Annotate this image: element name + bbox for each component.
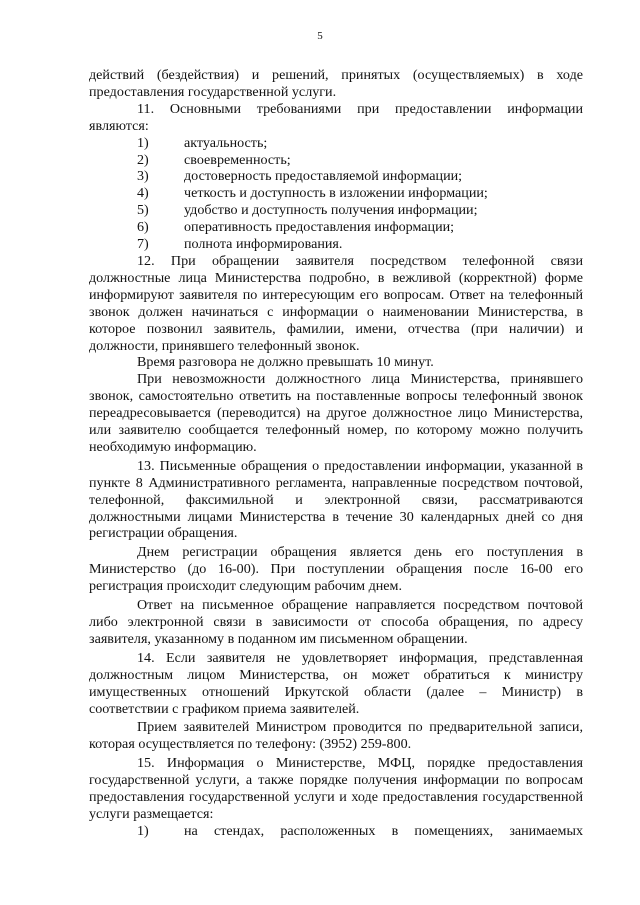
- list-item: 6) оперативность предоставления информации;: [137, 219, 455, 236]
- list-item: 2) своевременность;: [137, 151, 291, 168]
- list-item: 7) полнота информирования.: [137, 236, 343, 253]
- paragraph-11: 11. Основными требованиями при предоставлении информации являются:: [89, 100, 583, 134]
- paragraph-12: 12. При обращении заявителя посредством телефонной связи должностные лица Министерства подробно, в вежливой (корректной) форме информируют заявителя по интересующим его вопросам. Ответ на телефонный звонок должен начинаться с информации о наименовании Министерства, в которое позвонил заявитель, фамилии, имени, отчества (при наличии) и должности, принявшего телефонный звонок.: [89, 252, 583, 354]
- list-requirements: [89, 135, 583, 253]
- list-item: 5) удобство и доступность получения информации;: [137, 202, 478, 219]
- list-item: 1) на стендах, расположенных в помещениях, занимаемых: [137, 822, 583, 839]
- paragraph-13-answer: Ответ на письменное обращение направляется посредством почтовой либо электронной связи в зависимости от способа обращения, по адресу заявителя, указанному в поданном им письменном обращении.: [89, 597, 583, 647]
- paragraph-continuation: действий (бездействия) и решений, принятых (осуществляемых) в ходе предоставления государственной услуги.: [89, 67, 583, 100]
- paragraph-12-duration: Время разговора не должно превышать 10 минут.: [137, 354, 434, 371]
- paragraph-14-reception: Прием заявителей Министром проводится по предварительной записи, которая осуществляется по телефону: (3952) 259-800.: [89, 719, 583, 753]
- list-item: 1) актуальность;: [137, 134, 268, 151]
- list-item: 4) четкость и доступность в изложении информации;: [137, 185, 488, 202]
- paragraph-13-registration: Днем регистрации обращения является день его поступления в Министерство (до 16-00). При поступлении обращения после 16-00 его регистрация происходит следующим рабочим днем.: [89, 544, 583, 595]
- paragraph-14: 14. Если заявителя не удовлетворяет информация, представленная должностным лицом Министерства, он может обратиться к министру имущественных отношений Иркутской области (далее – Министр) в соответствии с графиком приема заявителей.: [89, 649, 583, 717]
- paragraph-12-redirect: При невозможности должностного лица Министерства, принявшего звонок, самостоятельно ответить на поставленные вопросы телефонный звонок переадресовывается (переводится) на другое должностное лицо Министерства, или заявителю сообщается телефонный номер, по которому можно получить необходимую информацию.: [89, 371, 583, 455]
- document-body: [89, 67, 583, 840]
- paragraph-13: 13. Письменные обращения о предоставлении информации, указанной в пункте 8 Административного регламента, направленные посредством почтовой, телефонной, факсимильной и электронной связи, рассматриваются должностными лицами Министерства в течение 30 календарных дней со дня регистрации обращения.: [89, 457, 583, 542]
- list-placement: [89, 823, 583, 840]
- list-item: 3) достоверность предоставляемой информации;: [137, 168, 463, 185]
- page-number: 5: [317, 30, 323, 42]
- paragraph-15: 15. Информация о Министерстве, МФЦ, порядке предоставления государственной услуги, а также порядке получения информации по вопросам предоставления государственной услуги и ходе предоставления государственной услуги размещается:: [89, 755, 583, 822]
